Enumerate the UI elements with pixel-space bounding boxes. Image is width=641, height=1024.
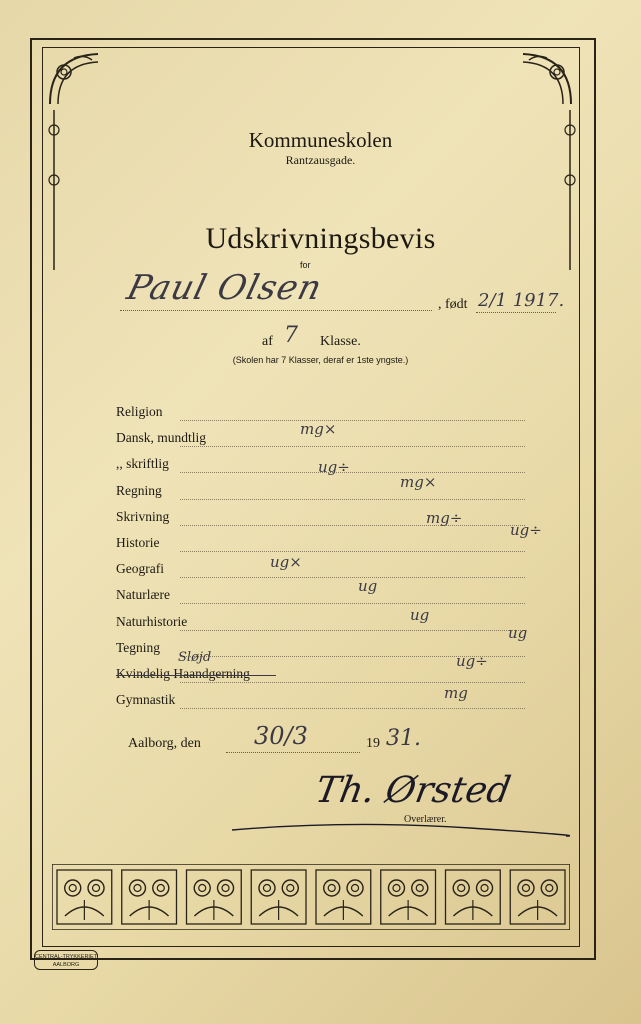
class-number-handwritten: 7 — [284, 323, 298, 348]
school-name: Kommuneskolen — [248, 128, 393, 152]
name-dotted-line — [120, 310, 432, 311]
corner-scroll-ornament-left — [44, 48, 114, 108]
subject-label: Geografi — [116, 561, 164, 577]
corner-scroll-ornament-right — [507, 48, 577, 108]
subject-grade-handwritten: ug÷ — [456, 652, 488, 670]
class-note: (Skolen har 7 Klasser, deraf er 1ste yngste.) — [232, 355, 409, 365]
ornament-panel — [316, 870, 371, 924]
ornament-panel — [57, 870, 112, 924]
issue-date-handwritten: 30/3 — [254, 722, 308, 750]
ornament-panel — [122, 870, 177, 924]
subject-grade-handwritten: ug× — [270, 553, 302, 572]
year-prefix: 19 — [366, 736, 380, 751]
subject-label: Naturhistorie — [116, 613, 188, 629]
school-street: Rantzausgade. — [285, 153, 356, 167]
subject-grade-handwritten: ug — [410, 605, 430, 624]
subject-dotted-line — [180, 708, 525, 709]
subject-label: Naturlære — [116, 587, 170, 603]
subject-dotted-line — [180, 472, 525, 473]
subject-dotted-line — [180, 551, 525, 552]
subject-dotted-line — [180, 682, 525, 683]
subject-label: ,, skriftlig — [116, 456, 169, 472]
signer-title: Overlærer. — [404, 814, 447, 825]
subject-label: Tegning — [116, 639, 161, 655]
class-prefix: af — [262, 334, 273, 349]
subject-dotted-line — [180, 525, 525, 526]
printer-stamp — [34, 950, 98, 970]
pupil-name-handwritten: Paul Olsen — [123, 268, 327, 308]
for-label: for — [300, 260, 311, 270]
birthdate-dotted-line — [476, 312, 556, 313]
subject-grade-handwritten: ug — [358, 577, 378, 596]
class-suffix: Klasse. — [320, 334, 361, 349]
subject-dotted-line — [180, 577, 525, 578]
subject-grade-handwritten: mg× — [300, 420, 337, 439]
subject-grade-handwritten: mg÷ — [426, 508, 463, 527]
born-label: , født — [438, 297, 468, 312]
date-dotted-line — [226, 752, 360, 753]
subject-grade-handwritten: ug÷ — [318, 458, 350, 477]
subject-dotted-line — [180, 603, 525, 604]
subject-grade-handwritten: ug — [508, 623, 528, 642]
subject-label: Gymnastik — [116, 692, 176, 708]
printer-stamp-line2: AALBORG — [52, 962, 80, 968]
signature-flourish — [230, 818, 570, 842]
year-suffix-handwritten: 31. — [386, 726, 421, 751]
ornament-panel — [251, 870, 306, 924]
subject-label: Skrivning — [116, 508, 170, 524]
subject-label: Dansk, mundtlig — [116, 430, 206, 446]
document-title: Udskrivningsbevis — [205, 222, 436, 255]
subject-grade-handwritten: mg — [444, 684, 468, 703]
subject-label: Kvindelig Haandgerning — [116, 666, 250, 681]
bottom-ornament-band — [52, 864, 570, 930]
ornament-panel — [510, 870, 565, 924]
subject-dotted-line — [180, 630, 525, 631]
subject-dotted-line — [180, 446, 525, 447]
ornament-panel — [446, 870, 501, 924]
printer-stamp-line1: CENTRAL-TRYKKERIET — [35, 954, 97, 960]
place-label: Aalborg, den — [128, 736, 201, 751]
subject-dotted-line — [180, 420, 525, 421]
ornament-panel — [187, 870, 242, 924]
subject-label: Historie — [116, 535, 160, 550]
subject-label: Religion — [116, 404, 163, 419]
subject-label: Regning — [116, 482, 162, 498]
subject-grade-handwritten: mg× — [400, 472, 437, 491]
subject-annotation-handwritten: Sløjd — [178, 650, 212, 665]
subject-strikethrough — [116, 675, 276, 676]
ornament-panel — [381, 870, 436, 924]
birth-date-handwritten: 2/1 1917. — [478, 290, 565, 311]
signature: Th. Ørsted — [312, 770, 514, 811]
subject-grade-handwritten: ug÷ — [510, 521, 542, 539]
subject-dotted-line — [180, 499, 525, 500]
